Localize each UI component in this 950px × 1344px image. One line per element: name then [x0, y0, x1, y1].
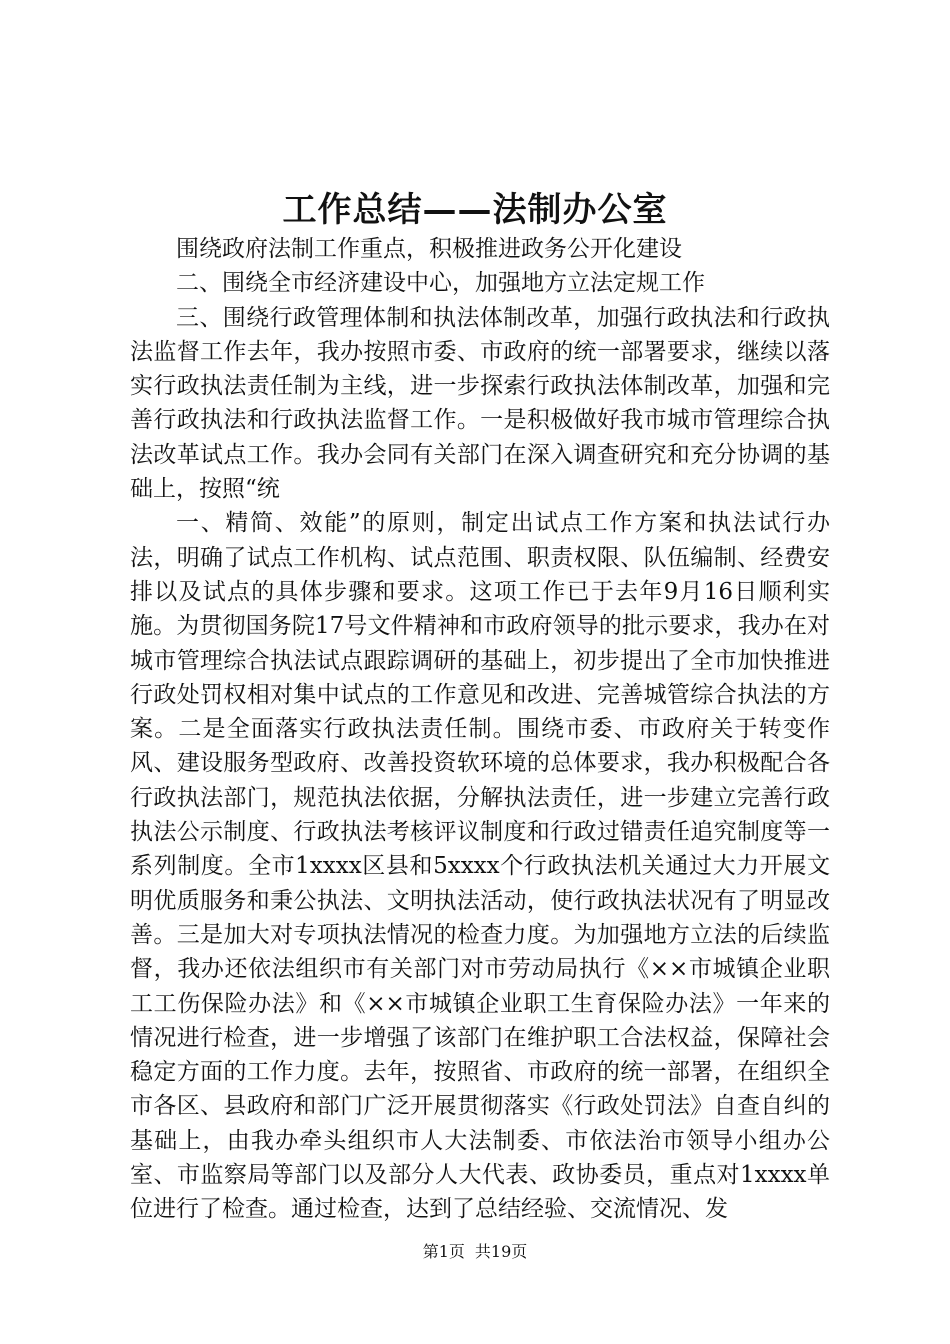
body-paragraph: 围绕政府法制工作重点，积极推进政务公开化建设	[176, 236, 682, 262]
body-paragraph: 二、围绕全市经济建设中心，加强地方立法定规工作	[176, 270, 705, 297]
document-body	[130, 232, 830, 1227]
page-number: 第1页	[422, 1242, 465, 1261]
document-title: 工作总结——法制办公室	[282, 190, 668, 230]
page-footer	[0, 1240, 950, 1264]
body-paragraph: 一、精简、效能”的原则，制定出试点工作方案和执法试行办法，明确了试点工作机构、试点范围、职责权限、队伍编制、经费安排以及试点的具体步骤和要求。这项工作已于去年9月16日顺利实施。为贯彻国务院17号文件精神和市政府领导的批示要求，我办在对城市管理综合执法试点跟踪调研的基础上，初步提出了全市加快推进行政处罚权相对集中试点的工作意见和改进、完善城管综合执法的方案。二是全面落实行政执法责任制。围绕市委、市政府关于转变作风、建设服务型政府、改善投资软环境的总体要求，我办积极配合各行政执法部门，规范执法依据，分解执法责任，进一步建立完善行政执法公示制度、行政执法考核评议制度和行政过错责任追究制度等一系列制度。全市1xxxx区县和5xxxx个行政执法机关通过大力开展文明优质服务和秉公执法、文明执法活动，使行政执法状况有了明显改善。三是加大对专项执法情况的检查力度。为加强地方立法的后续监督，我办还依法组织市有关部门对市劳动局执行《××市城镇企业职工工伤保险办法》和《××市城镇企业职工生育保险办法》一年来的情况进行检查，进一步增强了该部门在维护职工合法权益，保障社会稳定方面的工作力度。去年，按照省、市政府的统一部署，在组织全市各区、县政府和部门广泛开展贯彻落实《行政处罚法》自查自纠的基础上，由我办牵头组织市人大法制委、市依法治市领导小组办公室、市监察局等部门以及部分人大代表、政协委员，重点对1xxxx单位进行了检查。通过检查，达到了总结经验、交流情况、发	[130, 510, 830, 1223]
body-paragraph: 三、围绕行政管理体制和执法体制改革，加强行政执法和行政执法监督工作去年，我办按照市委、市政府的统一部署要求，继续以落实行政执法责任制为主线，进一步探索行政执法体制改革，加强和完善行政执法和行政执法监督工作。一是积极做好我市城市管理综合执法改革试点工作。我办会同有关部门在深入调查研究和充分协调的基础上，按照“统	[130, 304, 830, 503]
page-total: 共19页	[474, 1242, 528, 1261]
